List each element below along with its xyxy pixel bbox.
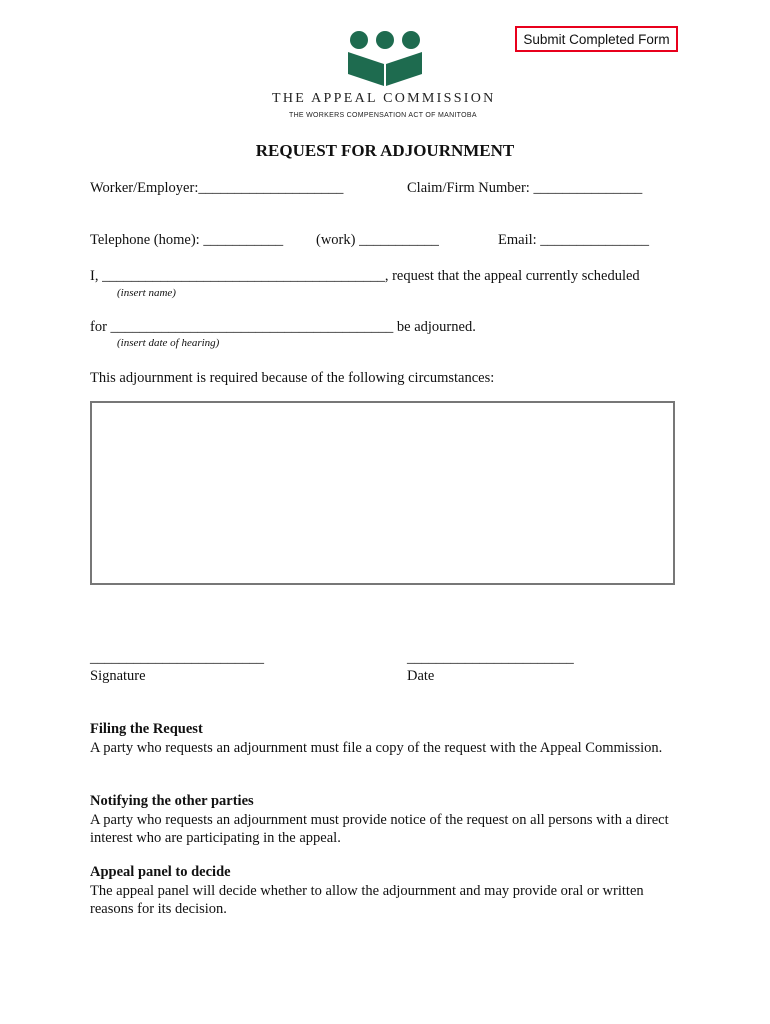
insert-name-hint: (insert name) xyxy=(117,287,176,299)
appeal-panel-heading: Appeal panel to decide xyxy=(90,864,231,880)
filing-request-body: A party who requests an adjournment must file a copy of the request with the Appeal Commission. xyxy=(90,740,663,756)
email-field[interactable]: Email: _______________ xyxy=(498,232,650,248)
appeal-commission-logo xyxy=(340,30,430,88)
signature-label: Signature xyxy=(90,668,146,684)
hearing-date-line[interactable]: for _______________________________________ be adjourned. xyxy=(90,319,476,335)
date-label: Date xyxy=(407,668,435,684)
org-subtitle: THE WORKERS COMPENSATION ACT OF MANITOBA xyxy=(289,112,477,119)
filing-request-heading: Filing the Request xyxy=(90,721,203,737)
request-name-line[interactable]: I, _______________________________________, request that the appeal currently scheduled xyxy=(90,268,640,284)
notifying-parties-body: A party who requests an adjournment must provide notice of the request on all persons with a direct interest who are participating in the appeal. xyxy=(90,812,669,846)
claim-firm-number-field[interactable]: Claim/Firm Number: _______________ xyxy=(407,180,643,196)
org-name: THE APPEAL COMMISSION xyxy=(272,91,496,106)
logo-head-right xyxy=(402,31,420,49)
signature-rule[interactable]: ________________________ xyxy=(90,650,264,666)
circumstances-textarea[interactable] xyxy=(90,401,675,585)
worker-employer-field[interactable]: Worker/Employer:____________________ xyxy=(90,180,344,196)
circumstances-prompt: This adjournment is required because of the following circumstances: xyxy=(90,370,495,386)
notifying-parties-heading: Notifying the other parties xyxy=(90,793,254,809)
telephone-home-field[interactable]: Telephone (home): ___________ xyxy=(90,232,284,248)
appeal-panel-body: The appeal panel will decide whether to allow the adjournment and may provide oral or written reasons for its decision. xyxy=(90,883,644,917)
telephone-work-field[interactable]: (work) ___________ xyxy=(316,232,439,248)
form-title: REQUEST FOR ADJOURNMENT xyxy=(255,141,515,160)
logo-head-left xyxy=(350,31,368,49)
date-rule[interactable]: _______________________ xyxy=(407,650,574,666)
insert-date-hint: (insert date of hearing) xyxy=(117,337,220,349)
submit-completed-form-button[interactable]: Submit Completed Form xyxy=(515,26,678,52)
logo-head-center xyxy=(376,31,394,49)
